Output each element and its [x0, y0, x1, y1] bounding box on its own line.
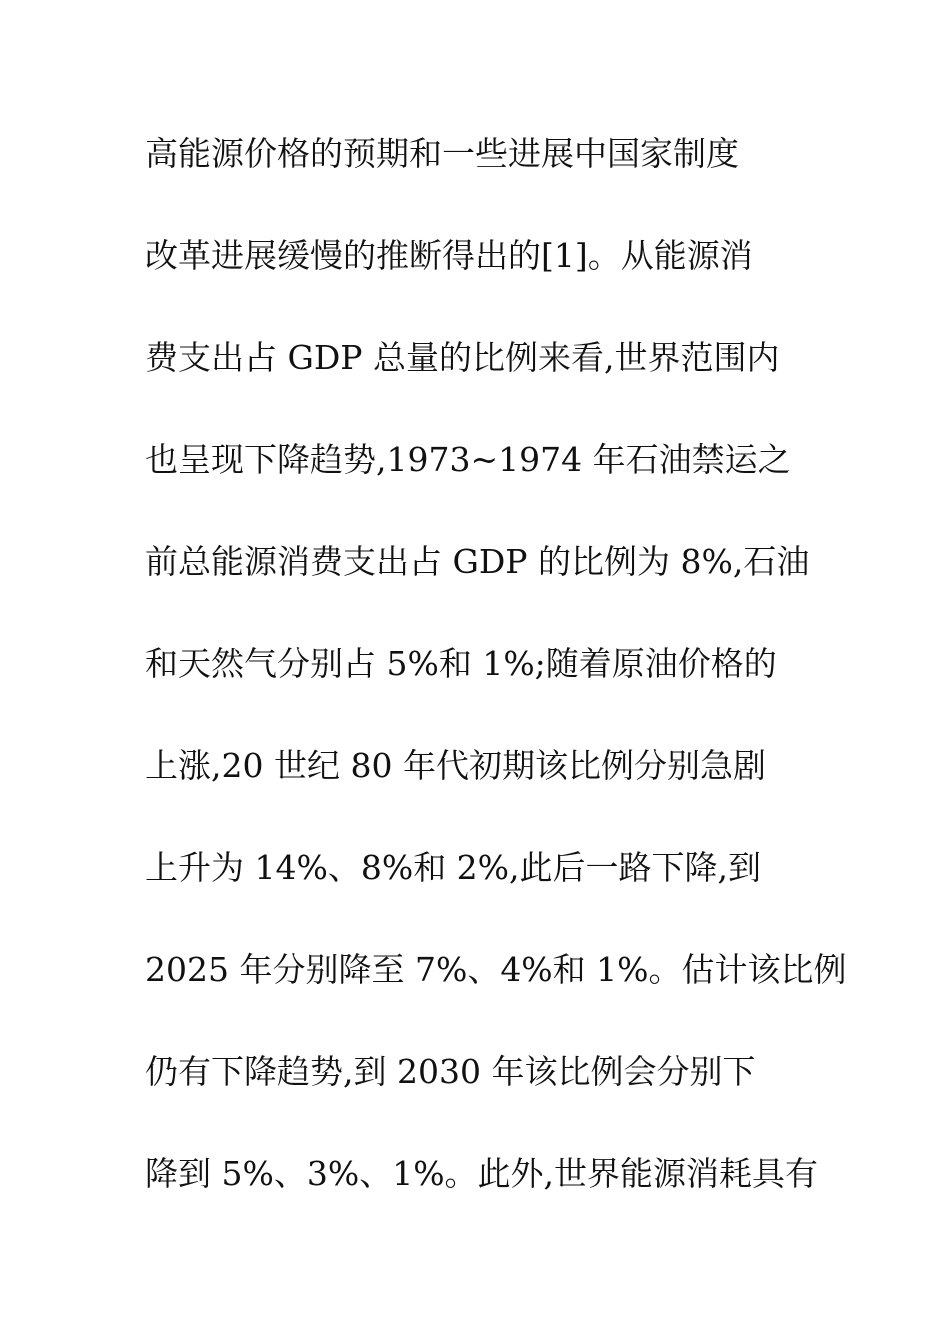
text-line-8: 上升为 14%、8%和 2%,此后一路下降,到: [145, 848, 762, 887]
body-paragraph: [145, 128, 845, 1250]
text-line-2: 改革进展缓慢的推断得出的[1]。从能源消: [145, 236, 753, 275]
text-line-7: 上涨,20 世纪 80 年代初期该比例分别急剧: [145, 746, 766, 785]
text-line-4: 也呈现下降趋势,1973~1974 年石油禁运之: [145, 440, 791, 479]
text-line-5: 前总能源消费支出占 GDP 的比例为 8%,石油: [145, 542, 810, 581]
text-line-6: 和天然气分别占 5%和 1%;随着原油价格的: [145, 644, 777, 683]
text-line-9: 2025 年分别降至 7%、4%和 1%。估计该比例: [145, 950, 847, 989]
text-line-3: 费支出占 GDP 总量的比例来看,世界范围内: [145, 338, 780, 377]
text-line-11: 降到 5%、3%、1%。此外,世界能源消耗具有: [145, 1154, 819, 1193]
text-line-1: 高能源价格的预期和一些进展中国家制度: [145, 134, 739, 173]
text-line-10: 仍有下降趋势,到 2030 年该比例会分别下: [145, 1052, 756, 1091]
